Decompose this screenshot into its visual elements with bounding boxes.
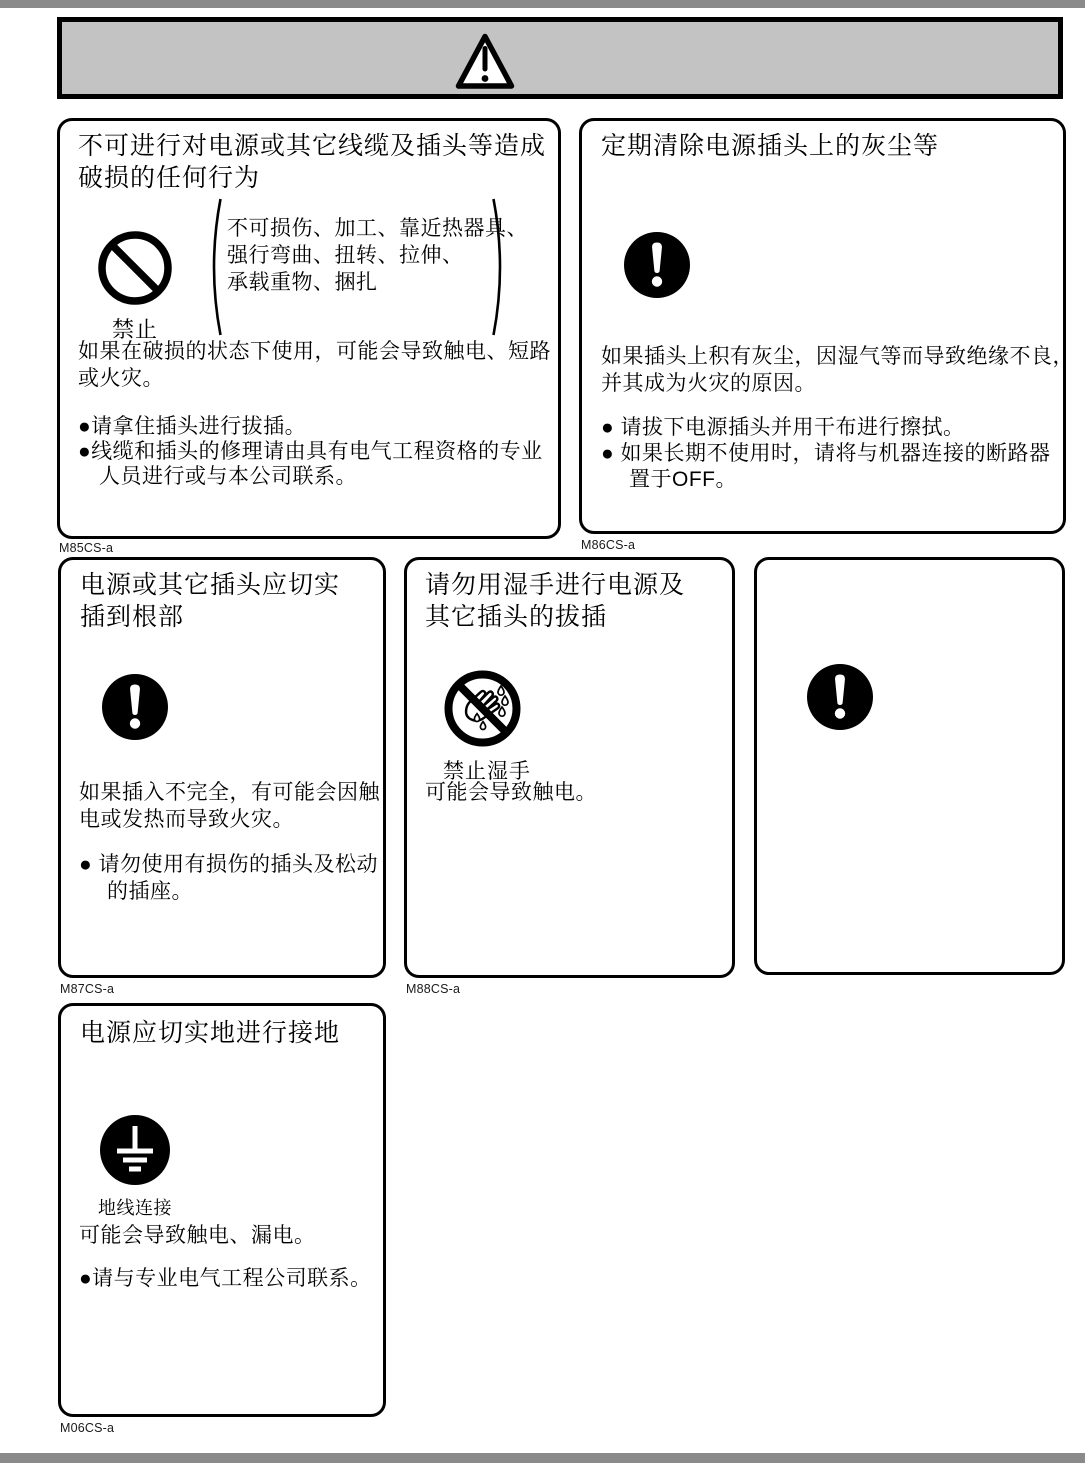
- figure-code: M87CS-a: [60, 982, 115, 996]
- text-line: 可能会导致触电。: [425, 781, 597, 804]
- prohibited-actions-list: [227, 215, 528, 296]
- prohibition-symbol: [97, 231, 173, 344]
- warning-triangle-icon: [455, 33, 515, 90]
- mandatory-symbol: [623, 231, 691, 304]
- text-line: 并其成为火灾的原因。: [601, 372, 816, 395]
- bullet-line: 人员进行或与本公司联系。: [99, 465, 357, 488]
- no-wet-hands-symbol: [443, 670, 531, 785]
- warning-card-insert-fully: [58, 557, 386, 978]
- hazard-description: [79, 1222, 316, 1249]
- bullet-line: 置于OFF。: [629, 468, 737, 491]
- card-title: [78, 130, 546, 194]
- figure-code: M85CS-a: [59, 541, 114, 555]
- bullet-line: ● 如果长期不使用时，请将与机器连接的断路器: [601, 442, 1051, 465]
- mandatory-symbol: [101, 673, 169, 746]
- bullet-line: ● 请勿使用有损伤的插头及松动: [79, 853, 379, 876]
- warning-card-grounding: [58, 1003, 386, 1417]
- card-title: [80, 1017, 340, 1049]
- figure-code: M88CS-a: [406, 982, 461, 996]
- mandatory-action-icon: [806, 663, 874, 731]
- bullet-line: ●请与专业电气工程公司联系。: [79, 1267, 372, 1290]
- instruction-list: [79, 1266, 372, 1291]
- bullet-line: ● 请拔下电源插头并用干布进行擦拭。: [601, 416, 965, 439]
- left-parenthesis-icon: [206, 197, 222, 337]
- instruction-list: [78, 414, 543, 489]
- warning-card-no-wet-hands: [404, 557, 735, 978]
- bullet-line: ●线缆和插头的修理请由具有电气工程资格的专业: [78, 440, 543, 463]
- icon-caption: 禁止湿手: [443, 760, 531, 783]
- right-parenthesis-icon: [492, 197, 508, 337]
- card-title: [601, 130, 939, 162]
- mandatory-action-icon: [101, 673, 169, 741]
- icon-caption: 禁止: [111, 317, 158, 342]
- hazard-description: [79, 779, 380, 833]
- mandatory-action-icon: [623, 231, 691, 299]
- warning-card-blank: [754, 557, 1065, 975]
- title-line: 插到根部: [80, 603, 185, 631]
- text-line: 电或发热而导致火灾。: [79, 808, 294, 831]
- warning-card-damage-cables: [57, 118, 561, 539]
- instruction-list: [79, 851, 378, 905]
- text-line: 或火灾。: [78, 367, 164, 390]
- title-line: 请勿用湿手进行电源及: [425, 571, 686, 599]
- text-line: 不可损伤、加工、靠近热器具、: [227, 217, 528, 240]
- hazard-description: [78, 338, 551, 392]
- text-line: 强行弯曲、扭转、拉伸、: [227, 244, 464, 267]
- figure-code: M86CS-a: [581, 538, 636, 552]
- text-line: 如果插头上积有灰尘，因湿气等而导致绝缘不良，: [601, 345, 1074, 368]
- mandatory-symbol: [806, 663, 874, 736]
- card-title: [80, 569, 340, 633]
- ground-symbol: [98, 1114, 172, 1220]
- bottom-page-rule: [0, 1453, 1085, 1463]
- text-line: 如果在破损的状态下使用，可能会导致触电、短路: [78, 340, 551, 363]
- bullet-line: 的插座。: [107, 880, 193, 903]
- title-line: 其它插头的拔插: [425, 603, 608, 631]
- prohibition-icon: [98, 231, 172, 305]
- ground-connection-icon: [99, 1114, 171, 1186]
- hazard-description: [601, 343, 1074, 397]
- title-line: 定期清除电源插头上的灰尘等: [601, 132, 940, 160]
- title-line: 电源应切实地进行接地: [80, 1019, 341, 1047]
- bullet-line: ●请拿住插头进行拔插。: [78, 415, 307, 438]
- figure-code: M06CS-a: [60, 1421, 115, 1435]
- instruction-list: [601, 415, 1051, 493]
- text-line: 可能会导致触电、漏电。: [79, 1224, 316, 1247]
- text-line: 如果插入不完全，有可能会因触: [79, 781, 380, 804]
- no-wet-hands-icon: [444, 670, 521, 747]
- text-line: 承载重物、捆扎: [227, 271, 378, 294]
- top-page-rule: [0, 0, 1085, 8]
- title-line: 破损的任何行为: [78, 164, 261, 192]
- title-line: 不可进行对电源或其它线缆及插头等造成: [78, 132, 547, 160]
- card-title: [425, 569, 685, 633]
- warning-card-clean-plug-dust: [579, 118, 1074, 534]
- title-line: 电源或其它插头应切实: [80, 571, 341, 599]
- caution-header-banner: [57, 17, 1063, 99]
- hazard-description: [425, 779, 597, 806]
- icon-caption: 地线连接: [98, 1198, 172, 1218]
